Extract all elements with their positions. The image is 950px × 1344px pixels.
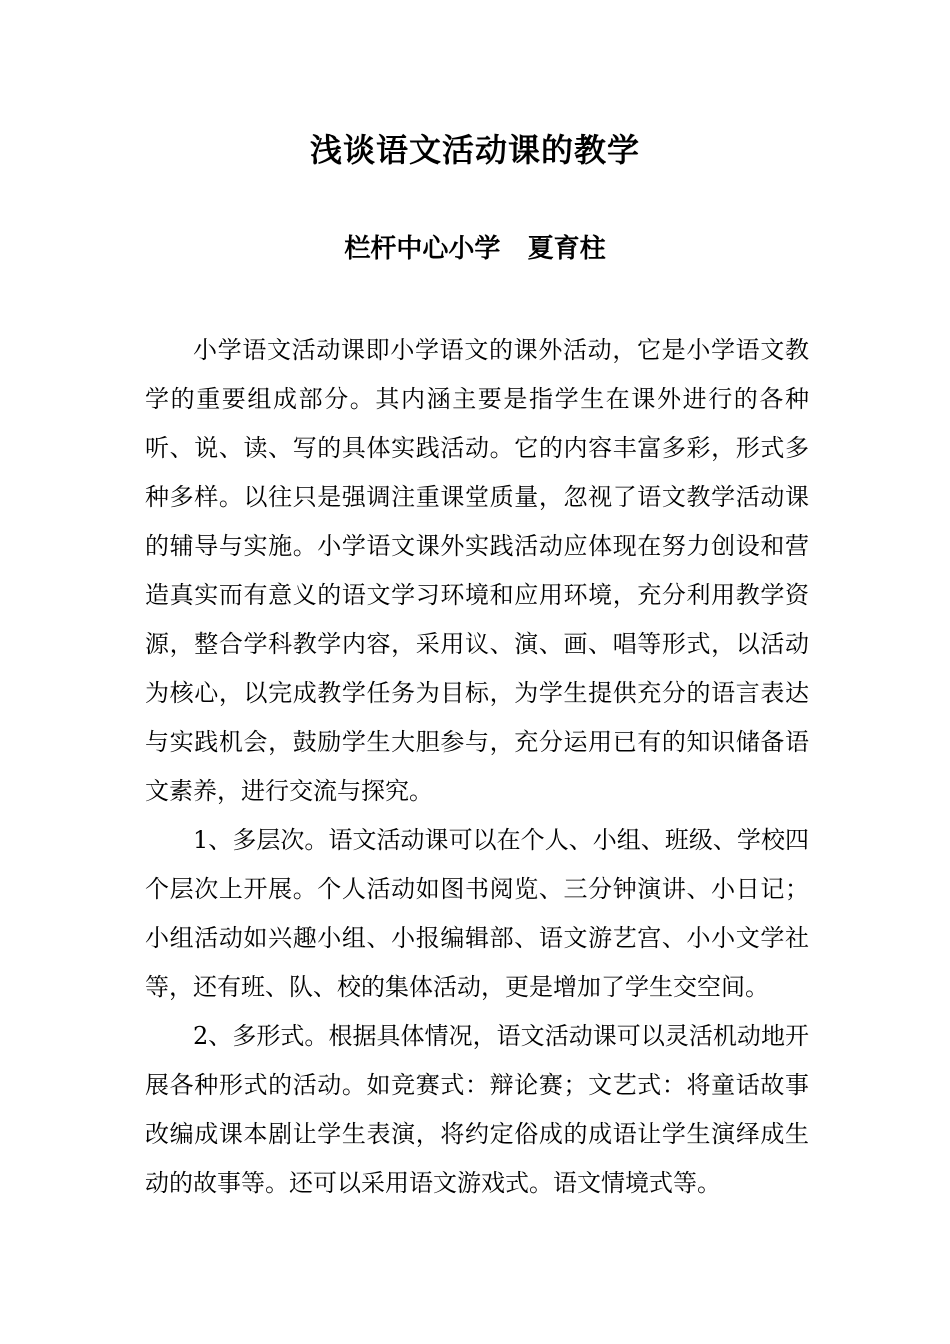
- author-line: 栏杆中心小学 夏育柱: [344, 234, 606, 264]
- document-body: [145, 326, 809, 1208]
- paragraph-point-2: 2、多形式。根据具体情况，语文活动课可以灵活机动地开展各种形式的活动。如竞赛式：辩论赛；文艺式：将童话故事改编成课本剧让学生表演，将约定俗成的成语让学生演绎成生动的故事等。还可以采用语文游戏式。语文情境式等。: [145, 1022, 809, 1197]
- document-title: 浅谈语文活动课的教学: [309, 131, 640, 169]
- paragraph-point-1: 1、多层次。语文活动课可以在个人、小组、班级、学校四个层次上开展。个人活动如图书阅览、三分钟演讲、小日记；小组活动如兴趣小组、小报编辑部、语文游艺宫、小小文学社等，还有班、队、校的集体活动，更是增加了学生交空间。: [145, 826, 809, 1001]
- paragraph-intro: 小学语文活动课即小学语文的课外活动，它是小学语文教学的重要组成部分。其内涵主要是指学生在课外进行的各种听、说、读、写的具体实践活动。它的内容丰富多彩，形式多种多样。以往只是强调注重课堂质量，忽视了语文教学活动课的辅导与实施。小学语文课外实践活动应体现在努力创设和营造真实而有意义的语文学习环境和应用环境，充分利用教学资源，整合学科教学内容，采用议、演、画、唱等形式，以活动为核心，以完成教学任务为目标，为学生提供充分的语言表达与实践机会，鼓励学生大胆参与，充分运用已有的知识储备语文素养，进行交流与探究。: [145, 336, 809, 805]
